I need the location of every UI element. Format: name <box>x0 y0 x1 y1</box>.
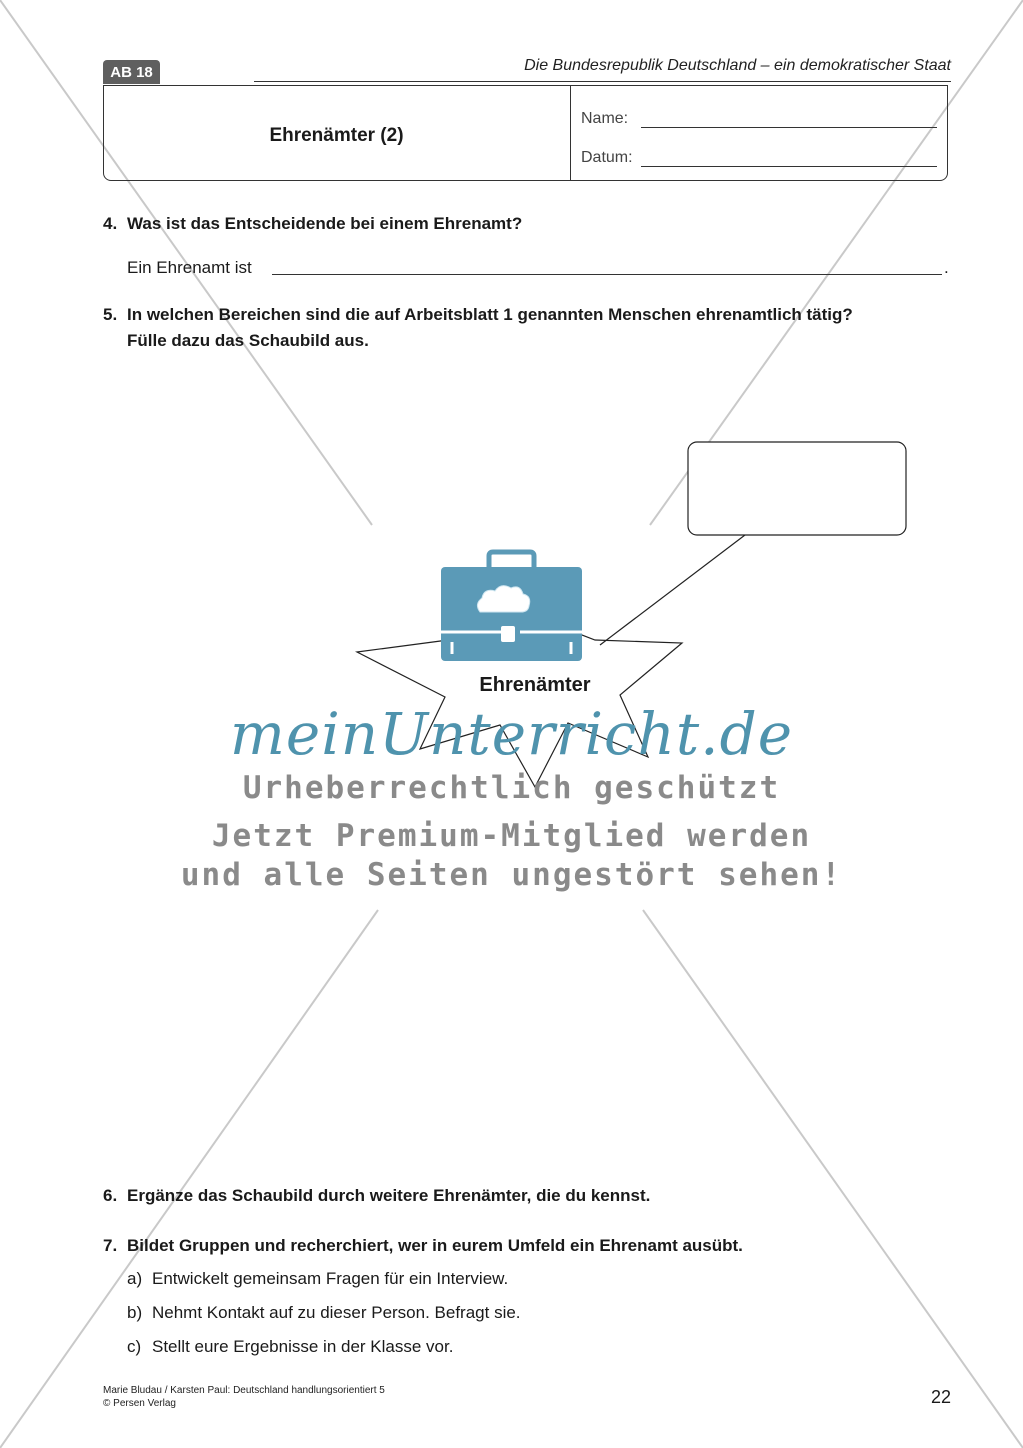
header-rule <box>254 81 951 82</box>
footer-publisher: © Persen Verlag <box>103 1398 176 1409</box>
task-number: 4. <box>103 214 118 233</box>
task-number: 6. <box>103 1186 118 1205</box>
task-4-answer-suffix: . <box>944 258 949 277</box>
watermark-premium-line-1: Jetzt Premium-Mitglied werden <box>211 818 812 854</box>
list-item-text: Stellt eure Ergebnisse in der Klasse vor. <box>152 1337 454 1356</box>
footer-credit: Marie Bludau / Karsten Paul: Deutschland handlungsorientiert 5 <box>103 1385 385 1396</box>
page-number: 22 <box>930 1387 951 1407</box>
task-text-line-2: Fülle dazu das Schaubild aus. <box>127 331 369 350</box>
sheet-tag: AB 18 <box>103 60 160 84</box>
list-item-letter: b) <box>127 1303 143 1322</box>
task-text-line-1: In welchen Bereichen sind die auf Arbeitsblatt 1 genannten Menschen ehrenamtlich tätig? <box>127 305 853 324</box>
name-field[interactable] <box>641 127 937 128</box>
diagram-answer-box[interactable] <box>688 442 906 535</box>
task-text: Ergänze das Schaubild durch weitere Ehrenämter, die du kennst. <box>127 1186 651 1205</box>
list-item-text: Entwickelt gemeinsam Fragen für ein Interview. <box>152 1269 509 1288</box>
date-label: Datum: <box>581 149 633 166</box>
task-text: Bildet Gruppen und recherchiert, wer in eurem Umfeld ein Ehrenamt ausübt. <box>127 1236 743 1255</box>
task-number: 5. <box>103 305 118 324</box>
watermark-copyright: Urheberrechtlich geschützt <box>242 770 781 806</box>
task-text: Was ist das Entscheidende bei einem Ehrenamt? <box>127 214 523 233</box>
task-4-answer-prefix: Ein Ehrenamt ist <box>127 258 252 277</box>
title-box-divider <box>570 85 571 181</box>
watermark-logo: meinUnterricht.de <box>229 700 794 768</box>
diagram-center-label: Ehrenämter <box>479 674 591 696</box>
task-number: 7. <box>103 1236 118 1255</box>
list-item-text: Nehmt Kontakt auf zu dieser Person. Befragt sie. <box>152 1303 521 1322</box>
list-item-letter: c) <box>127 1337 142 1356</box>
name-label: Name: <box>581 110 629 127</box>
briefcase-logo-icon <box>441 552 582 661</box>
diagram-connector-line <box>600 535 745 645</box>
date-field[interactable] <box>641 166 937 167</box>
list-item-letter: a) <box>127 1269 143 1288</box>
subject-title: Die Bundesrepublik Deutschland – ein demokratischer Staat <box>524 57 951 74</box>
watermark-premium-line-2: und alle Seiten ungestört sehen! <box>180 857 843 893</box>
sheet-title: Ehrenämter (2) <box>269 125 404 146</box>
task-4-answer-field[interactable] <box>272 274 942 275</box>
